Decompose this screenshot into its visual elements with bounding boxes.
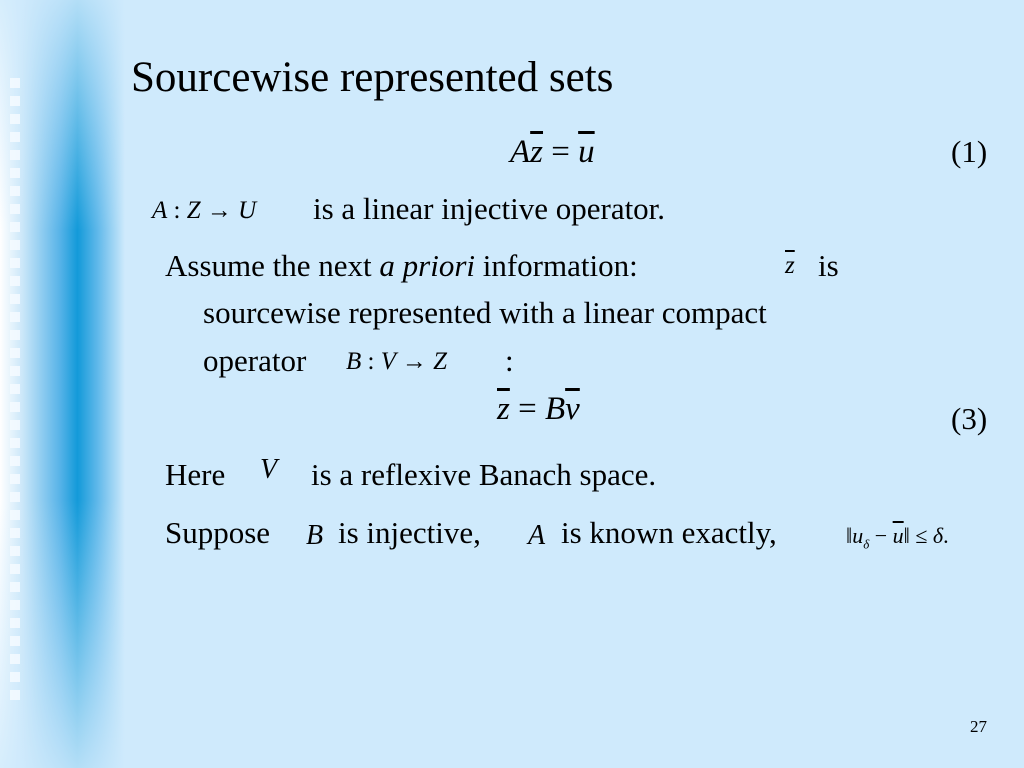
- stripe-square: [10, 402, 20, 412]
- stripe-square: [10, 312, 20, 322]
- stripe-square: [10, 276, 20, 286]
- stripe-square: [10, 420, 20, 430]
- operator-a-formula: A : Z → U: [152, 197, 257, 224]
- stripe-square: [10, 96, 20, 106]
- stripe-square: [10, 204, 20, 214]
- z-bar-symbol: $\overline{z}$: [785, 252, 795, 279]
- stripe-square: [10, 168, 20, 178]
- stripe-square: [10, 258, 20, 268]
- assume-colon: :: [505, 343, 514, 378]
- stripe-square: [10, 672, 20, 682]
- suppose-mid-2: is known exactly,: [561, 515, 777, 550]
- here-post: is a reflexive Banach space.: [311, 457, 657, 492]
- stripe-square: [10, 240, 20, 250]
- stripe-square: [10, 78, 20, 88]
- stripe-square: [10, 564, 20, 574]
- stripe-square: [10, 690, 20, 700]
- suppose-pre: Suppose: [165, 515, 271, 550]
- stripe-square: [10, 330, 20, 340]
- stripe-square: [10, 132, 20, 142]
- stripe-square: [10, 474, 20, 484]
- operator-b-formula: B : V → Z: [346, 348, 447, 375]
- assume-line-2: sourcewise represented with a linear compact: [203, 295, 767, 330]
- stripe-square: [10, 294, 20, 304]
- suppose-mid-1: is injective,: [338, 515, 481, 550]
- stripe-square: [10, 186, 20, 196]
- here-pre: Here: [165, 457, 226, 492]
- stripe-square: [10, 150, 20, 160]
- stripe-square: [10, 438, 20, 448]
- stripe-square: [10, 222, 20, 232]
- stripe-square: [10, 114, 20, 124]
- equation-3: $\overline{z} = B\overline{v}$: [497, 391, 580, 427]
- assume-line-1-end: is: [818, 248, 839, 283]
- a-priori-text: a priori: [379, 248, 475, 283]
- stripe-square: [10, 384, 20, 394]
- stripe-square: [10, 654, 20, 664]
- b-symbol: B: [306, 520, 324, 551]
- stripe-square: [10, 456, 20, 466]
- equation-1-label: (1): [951, 134, 988, 169]
- assume-line-1: [165, 248, 638, 284]
- stripe-square: [10, 618, 20, 628]
- stripe-square: [10, 528, 20, 538]
- stripe-square: [10, 348, 20, 358]
- assume-post: information:: [482, 248, 638, 283]
- equation-3-label: (3): [951, 401, 988, 436]
- stripe-square: [10, 546, 20, 556]
- equation-1: $A\overline{z} = \overline{u}$: [510, 134, 595, 170]
- v-symbol: V: [260, 454, 278, 485]
- assume-pre: Assume the next: [165, 248, 372, 283]
- stripe-square: [10, 510, 20, 520]
- stripe-square: [10, 582, 20, 592]
- assume-line-3: operator: [203, 343, 307, 378]
- page-number: 27: [970, 717, 987, 736]
- operator-a-text: is a linear injective operator.: [313, 191, 666, 226]
- stripe-square: [10, 600, 20, 610]
- stripe-square: [10, 636, 20, 646]
- a-symbol: A: [528, 520, 546, 551]
- slide-title: Sourcewise represented sets: [131, 54, 614, 101]
- stripe-square: [10, 366, 20, 376]
- stripe-square: [10, 492, 20, 502]
- error-bound-formula: $‖u_\delta$ − $\overline{u}‖ \le \delta$.: [846, 523, 949, 552]
